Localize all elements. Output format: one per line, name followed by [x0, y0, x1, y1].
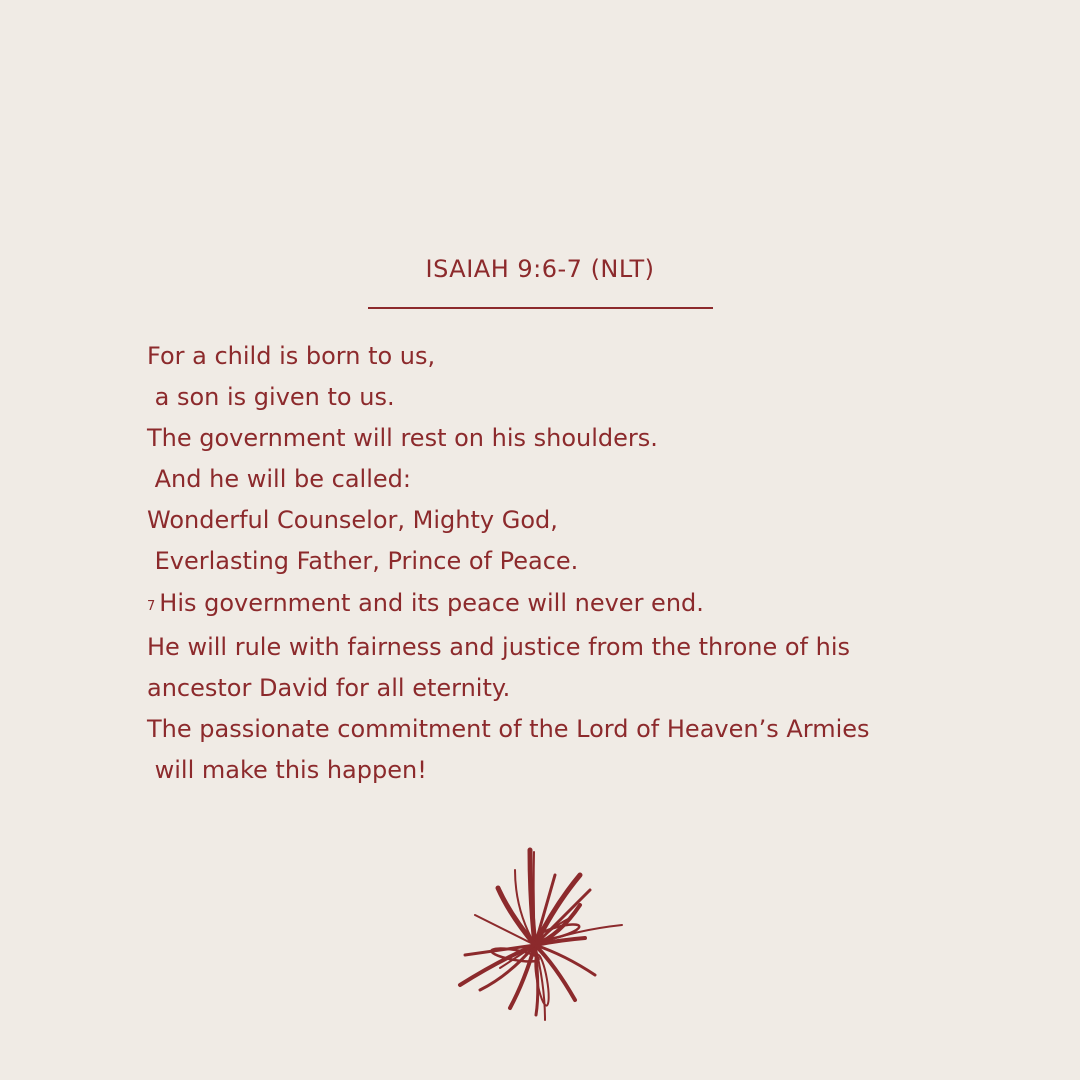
verse-line-2: a son is given to us.	[147, 383, 395, 411]
scripture-reference: ISAIAH 9:6-7 (NLT)	[425, 255, 655, 283]
firework-flower-icon	[450, 840, 630, 1030]
verse-line-5: Wonderful Counselor, Mighty God,	[147, 506, 558, 534]
verse-line-9: ancestor David for all eternity.	[147, 674, 511, 702]
verse-number: 7	[147, 599, 156, 614]
verse-line-4: And he will be called:	[147, 465, 411, 493]
verse-line-7-text: His government and its peace will never end.	[159, 589, 704, 617]
verse-line-10: The passionate commitment of the Lord of Heaven’s Armies	[147, 715, 870, 743]
verse-line-11: will make this happen!	[147, 756, 427, 784]
verse-line-1: For a child is born to us,	[147, 342, 436, 370]
heading-divider	[368, 307, 713, 309]
verse-line-3: The government will rest on his shoulders.	[147, 424, 658, 452]
verse-line-6: Everlasting Father, Prince of Peace.	[147, 547, 579, 575]
verse-line-7	[147, 587, 704, 623]
verse-line-8: He will rule with fairness and justice from the throne of his	[147, 633, 850, 661]
